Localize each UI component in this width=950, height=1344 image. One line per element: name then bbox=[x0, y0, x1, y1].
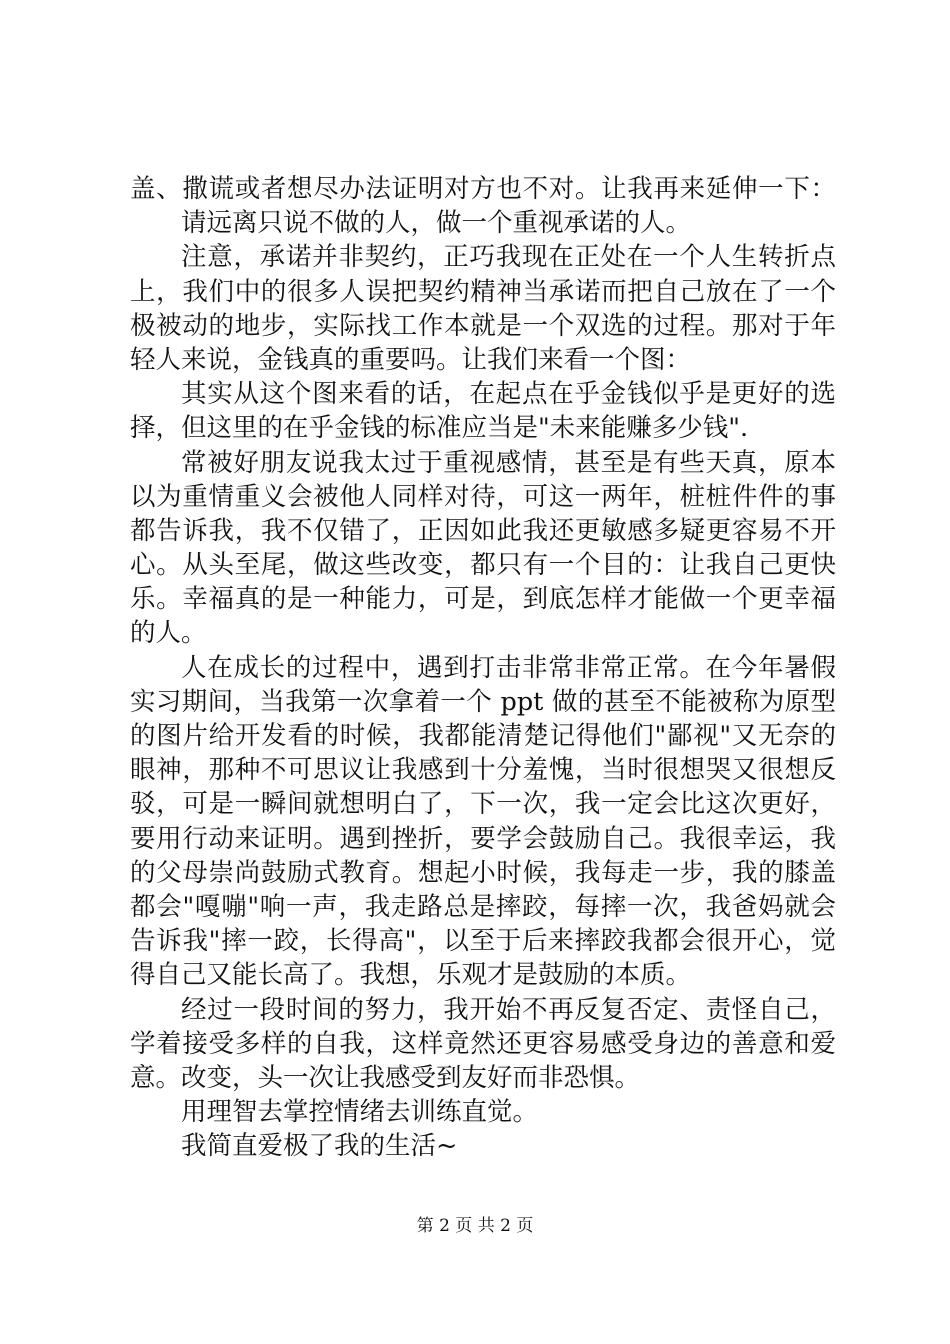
text-line: 择，但这里的在乎金钱的标准应当是"未来能赚多少钱". bbox=[130, 413, 749, 444]
text-line: 得自己又能长高了。我想，乐观才是鼓励的本质。 bbox=[130, 960, 692, 991]
text-line: 意。改变，头一次让我感受到友好而非恐惧。 bbox=[130, 1062, 641, 1093]
text-line: 的人。 bbox=[130, 618, 207, 649]
document-body bbox=[130, 172, 836, 1163]
text-line: 盖、撒谎或者想尽办法证明对方也不对。让我再来延伸一下： bbox=[130, 174, 836, 204]
text-line: 都告诉我，我不仅错了，正因如此我还更敏感多疑更容易不开 bbox=[130, 515, 836, 546]
text-line: 常被好朋友说我太过于重视感情，甚至是有些天真，原本 bbox=[181, 447, 836, 478]
text-line: 其实从这个图来看的话，在起点在乎金钱似乎是更好的选 bbox=[181, 379, 836, 410]
text-line: 用理智去掌控情绪去训练直觉。 bbox=[181, 1097, 539, 1128]
text-line: 人在成长的过程中，遇到打击非常非常正常。在今年暑假 bbox=[181, 652, 836, 683]
text-line: 告诉我"摔一跤，长得高"，以至于后来摔跤我都会很开心，觉 bbox=[130, 926, 836, 957]
text-line: 都会"嘎嘣"响一声，我走路总是摔跤，每摔一次，我爸妈就会 bbox=[130, 891, 836, 922]
text-line: 轻人来说，金钱真的重要吗。让我们来看一个图： bbox=[130, 344, 692, 375]
page-number-footer: 第 2 页 共 2 页 bbox=[416, 1216, 534, 1236]
text-line: 驳，可是一瞬间就想明白了，下一次，我一定会比这次更好， bbox=[130, 789, 836, 820]
text-line: 的父母崇尚鼓励式教育。想起小时候，我每走一步，我的膝盖 bbox=[130, 857, 836, 888]
text-line: 要用行动来证明。遇到挫折，要学会鼓励自己。我很幸运，我 bbox=[130, 823, 836, 854]
text-line: 眼神，那种不可思议让我感到十分羞愧，当时很想哭又很想反 bbox=[130, 755, 836, 786]
text-line: 的图片给开发看的时候，我都能清楚记得他们"鄙视"又无奈的 bbox=[130, 721, 836, 751]
text-line: 注意，承诺并非契约，正巧我现在正处在一个人生转折点 bbox=[181, 242, 836, 273]
text-line: 以为重情重义会被他人同样对待，可这一两年，桩桩件件的事 bbox=[130, 481, 836, 512]
text-line: 乐。幸福真的是一种能力，可是，到底怎样才能做一个更幸福 bbox=[130, 584, 836, 615]
text-line: 经过一段时间的努力，我开始不再反复否定、责怪自己， bbox=[181, 994, 836, 1025]
text-line: 请远离只说不做的人，做一个重视承诺的人。 bbox=[181, 208, 692, 239]
text-line: 实习期间，当我第一次拿着一个 ppt 做的甚至不能被称为原型 bbox=[130, 686, 836, 717]
text-line: 我简直爱极了我的生活~ bbox=[181, 1131, 458, 1162]
text-line: 学着接受多样的自我，这样竟然还更容易感受身边的善意和爱 bbox=[130, 1028, 836, 1059]
text-line: 心。从头至尾，做这些改变，都只有一个目的：让我自己更快 bbox=[130, 550, 836, 581]
text-line: 极被动的地步，实际找工作本就是一个双选的过程。那对于年 bbox=[130, 310, 836, 341]
text-line: 上，我们中的很多人误把契约精神当承诺而把自己放在了一个 bbox=[130, 276, 836, 307]
